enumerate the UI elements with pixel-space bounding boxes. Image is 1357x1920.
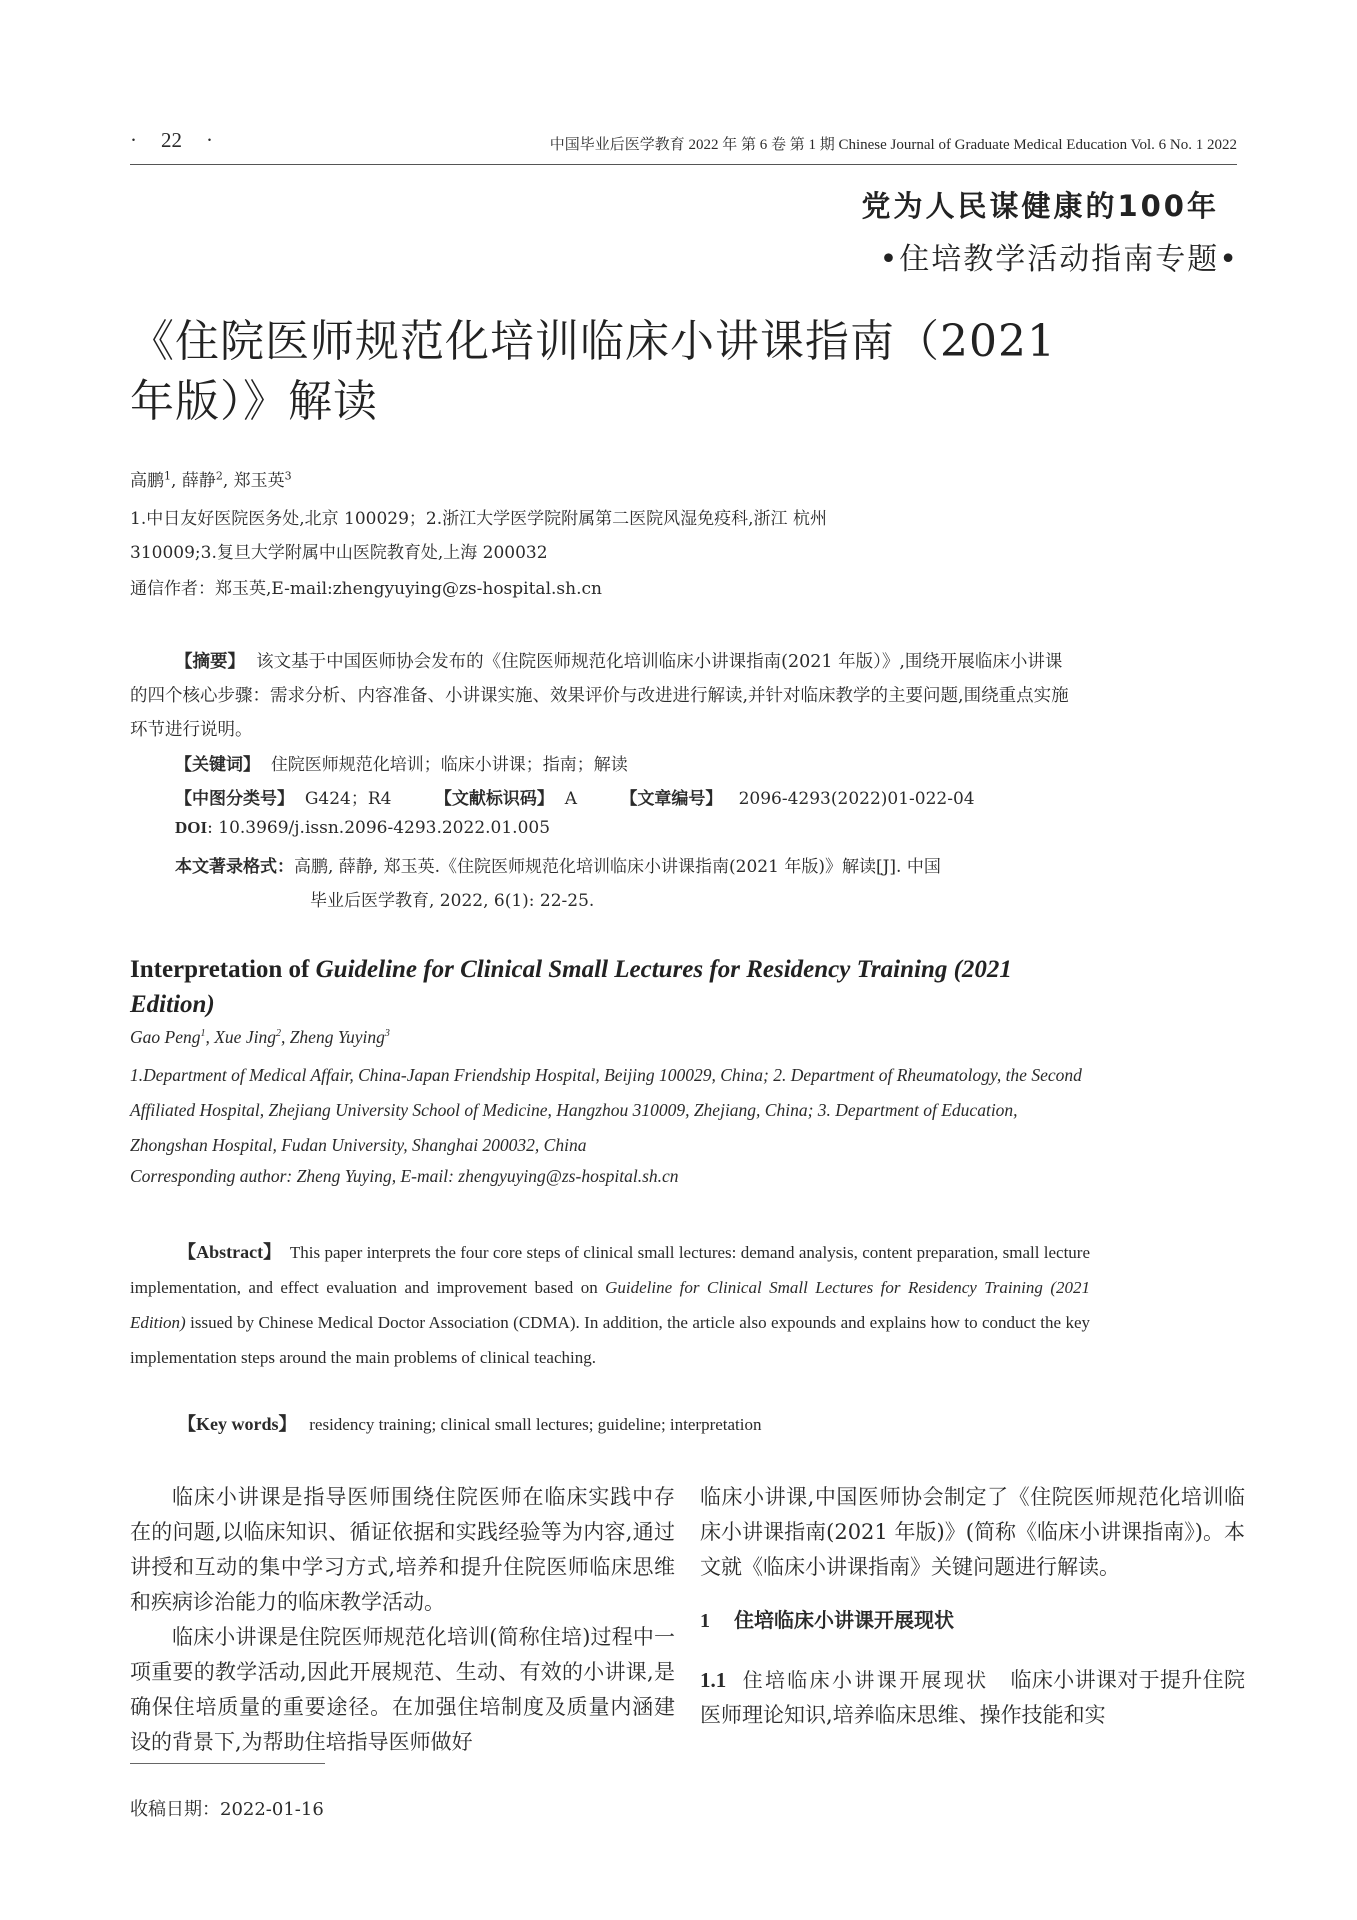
page-number-value: 22	[161, 128, 182, 152]
section-heading	[700, 1603, 1245, 1639]
body-column-left	[130, 1480, 675, 1760]
author-separator: ,	[171, 471, 177, 491]
subsection-number: 1.1	[700, 1668, 727, 1692]
column-tag-line1: 党为人民谋健康的100年	[861, 189, 1219, 223]
article-no-label: 【文章编号】	[620, 789, 723, 809]
abstract-en-italic: Guideline for Clinical Small Lectures for Residency Training (2021 Edition)	[130, 1278, 1090, 1332]
citation-label: 本文著录格式：	[175, 857, 294, 877]
title-en-italic: Guideline for Clinical Small Lectures for Residency Training (2021 Edition)	[130, 956, 1012, 1018]
received-date: 收稿日期：2022-01-16	[130, 1799, 324, 1820]
column-tag-line2: •住培教学活动指南专题•	[879, 242, 1239, 277]
subsection-paragraph	[700, 1663, 1245, 1733]
title-en-prefix: Interpretation of	[130, 956, 316, 983]
authors-cn	[130, 466, 292, 491]
keywords-en-label: 【Key words】	[178, 1414, 297, 1434]
author-separator: ,	[222, 471, 229, 491]
keywords-cn-text: 住院医师规范化培训；临床小讲课；指南；解读	[270, 755, 628, 775]
abstract-cn	[130, 645, 1075, 747]
citation-line1	[175, 852, 941, 877]
abstract-en-label: 【Abstract】	[178, 1242, 282, 1262]
subsection-text: 临床小讲课对于提升住院医师理论知识,培养临床思维、操作技能和实	[700, 1668, 1246, 1727]
body-paragraph: 临床小讲课是指导医师围绕住院医师在临床实践中存在的问题,以临床知识、循证依据和实践经验等为内容,通过讲授和互动的集中学习方式,培养和提升住院医师临床思维和疾病诊治能力的临床教学活动。	[130, 1485, 675, 1614]
article-title-en	[130, 952, 1090, 1022]
body-paragraph: 临床小讲课是住院医师规范化培训(简称住培)过程中一项重要的教学活动,因此开展规范、生动、有效的小讲课,是确保住培质量的重要途径。在加强住培制度及质量内涵建设的背景下,为帮助住培指导医师做好	[130, 1625, 675, 1754]
author-sup: 2	[215, 469, 223, 483]
subsection-title: 住培临床小讲课开展现状	[742, 1668, 989, 1692]
authors-en: Gao Peng$^1$, Xue Jing$^2$, Zheng Yuying$^3$	[130, 1027, 390, 1047]
doi-label: DOI	[175, 818, 208, 837]
author-en-name: Gao Peng	[130, 1027, 201, 1047]
corresponding-author-cn: 通信作者：郑玉英,E-mail:zhengyuying@zs-hospital.sh.cn	[130, 579, 602, 599]
affiliations-en: 1.Department of Medical Affair, China-Japan Friendship Hospital, Beijing 100029, China; 2. Department of Rheumatology, the Second Affiliated Hospital, Zhejiang University School of Medicine, Hangzhou 310009, Zhejiang, China; 3. Department of Education, Zhongshan Hospital, Fudan University, Shanghai 200032, China	[130, 1065, 1082, 1155]
citation-line2: 毕业后医学教育, 2022, 6(1): 22-25.	[310, 891, 595, 911]
author-name: 郑玉英	[233, 471, 285, 491]
classification-line	[175, 784, 975, 809]
citation-text-1: 高鹏, 薛静, 郑玉英.《住院医师规范化培训临床小讲课指南(2021 年版)》解读[J]. 中国	[294, 857, 941, 877]
doc-code-value: A	[564, 789, 577, 809]
author-name: 薛静	[181, 471, 216, 491]
abstract-cn-label: 【摘要】	[175, 652, 245, 672]
abstract-en-text1: This paper interprets the four core steps of clinical small lectures: demand analysis, content preparation, small lecture implementation, and effect evaluation and improvement based on	[130, 1243, 1091, 1297]
page-number-dot-right: ·	[206, 128, 213, 152]
abstract-en-text2: issued by Chinese Medical Doctor Association (CDMA). In addition, the article also expounds and explains how to conduct the key implementation steps around the main problems of clinical teaching.	[130, 1313, 1090, 1367]
clc-value: G424；R4	[304, 789, 392, 809]
author-en-sup: 3	[384, 1028, 390, 1040]
author-en-name: Zheng Yuying	[289, 1027, 385, 1047]
running-header-journal: 中国毕业后医学教育 2022 年 第 6 卷 第 1 期 Chinese Journal of Graduate Medical Education Vol. 6 No. 1 2022	[549, 137, 1237, 153]
body-paragraph: 临床小讲课,中国医师协会制定了《住院医师规范化培训临床小讲课指南(2021 年版)》(简称《临床小讲课指南》)。本文就《临床小讲课指南》关键问题进行解读。	[700, 1485, 1245, 1579]
header-rule	[130, 164, 1237, 165]
keywords-cn	[175, 750, 628, 775]
clc-label: 【中图分类号】	[175, 789, 294, 809]
author-sup: 1	[164, 469, 171, 483]
author-en-name: Xue Jing	[214, 1027, 276, 1047]
doi-line	[175, 818, 550, 838]
corresponding-author-en: Corresponding author: Zheng Yuying, E-mail: zhengyuying@zs-hospital.sh.cn	[130, 1166, 679, 1186]
body-column-right	[700, 1480, 1245, 1733]
footnote-rule	[130, 1763, 325, 1764]
author-en-sup: 1	[200, 1028, 206, 1040]
keywords-en-text: residency training; clinical small lectures; guideline; interpretation	[309, 1415, 762, 1434]
article-title-cn: 《住院医师规范化培训临床小讲课指南（2021年版）》解读	[130, 316, 1056, 427]
doi-link[interactable]: : 10.3969/j.issn.2096-4293.2022.01.005	[207, 818, 551, 838]
keywords-en	[178, 1410, 762, 1436]
article-no-value: 2096-4293(2022)01-022-04	[738, 789, 975, 809]
section-title: 住培临床小讲课开展现状	[734, 1608, 954, 1632]
affiliation-cn-line2: 310009;3.复旦大学附属中山医院教育处,上海 200032	[130, 543, 548, 563]
abstract-cn-text: 该文基于中国医师协会发布的《住院医师规范化培训临床小讲课指南(2021 年版）》,围绕开展临床小讲课的四个核心步骤：需求分析、内容准备、小讲课实施、效果评价与改进进行解读,并针对临床教学的主要问题,围绕重点实施环节进行说明。	[130, 652, 1069, 740]
abstract-en	[130, 1235, 1090, 1375]
doc-code-label: 【文献标识码】	[434, 789, 554, 809]
author-en-sup: 2	[275, 1028, 281, 1040]
affiliation-cn-line1: 1.中日友好医院医务处,北京 100029；2.浙江大学医学院附属第二医院风湿免疫科,浙江 杭州	[130, 509, 827, 529]
section-number: 1	[700, 1610, 710, 1632]
author-name: 高鹏	[130, 471, 164, 491]
keywords-cn-label: 【关键词】	[175, 755, 260, 775]
author-sup: 3	[284, 469, 292, 483]
page-number-dot-left: ·	[130, 128, 137, 152]
page-number	[130, 128, 237, 153]
